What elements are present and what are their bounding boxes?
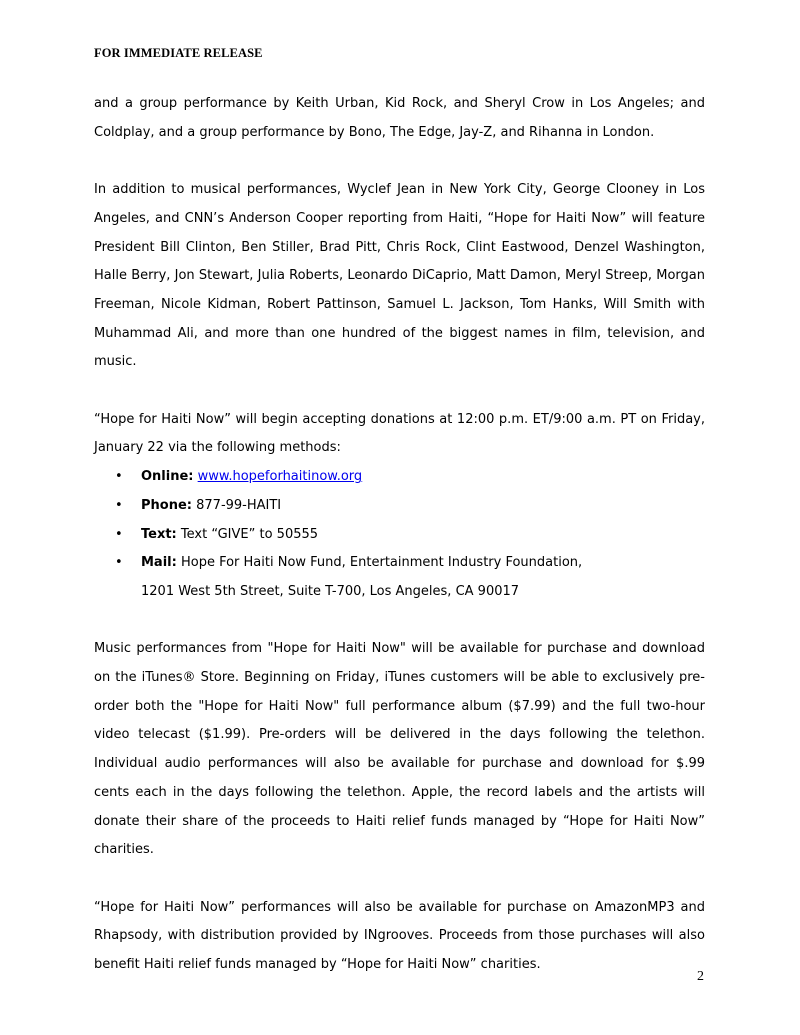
list-item-mail: [94, 549, 705, 606]
release-header: FOR IMMEDIATE RELEASE: [94, 46, 263, 60]
page-number: 2: [697, 969, 704, 984]
text-instruction: Text “GIVE” to 50555: [180, 526, 319, 542]
document-body: [94, 90, 705, 980]
paragraph-amazon-rhapsody: “Hope for Haiti Now” performances will also be available for purchase on AmazonMP3 and Rhapsody, with distribution provided by INgrooves. Proceeds from those purchases will also benefit Haiti relief funds managed by “Hope for Haiti Now” charities.: [94, 899, 705, 973]
donation-website-link[interactable]: www.hopeforhaitinow.org: [197, 469, 363, 485]
list-item-online: [94, 463, 705, 492]
bullet-icon: •: [115, 497, 123, 513]
online-label: Online:: [141, 469, 194, 485]
phone-number: 877-99-HAITI: [196, 497, 282, 513]
paragraph-spacer: [94, 147, 705, 176]
mail-address: 1201 West 5th Street, Suite T-700, Los Angeles, CA 90017: [141, 583, 520, 599]
paragraph-featured-guests: In addition to musical performances, Wyclef Jean in New York City, George Clooney in Los Angeles, and CNN’s Anderson Cooper reporting from Haiti, “Hope for Haiti Now” will feature President Bill Clinton, Ben Stiller, Brad Pitt, Chris Rock, Clint Eastwood, Denzel Washington, Halle Berry, Jon Stewart, Julia Roberts, Leonardo DiCaprio, Matt Damon, Meryl Streep, Morgan Freeman, Nicole Kidman, Robert Pattinson, Samuel L. Jackson, Tom Hanks, Will Smith with Muhammad Ali, and more than one hundred of the biggest names in film, television, and music.: [94, 182, 705, 370]
paragraph-spacer: [94, 607, 705, 636]
paragraph-spacer: [94, 377, 705, 406]
list-item-phone: [94, 492, 705, 521]
list-item-text: [94, 521, 705, 550]
bullet-icon: •: [115, 526, 123, 542]
bullet-icon: •: [115, 555, 123, 571]
text-label: Text:: [141, 526, 177, 542]
paragraph-donations-intro: “Hope for Haiti Now” will begin accepting donations at 12:00 p.m. ET/9:00 a.m. PT on Friday, January 22 via the following methods:: [94, 411, 705, 456]
paragraph-spacer: [94, 865, 705, 894]
phone-label: Phone:: [141, 497, 192, 513]
paragraph-itunes: Music performances from "Hope for Haiti Now" will be available for purchase and download on the iTunes® Store. Beginning on Friday, iTunes customers will be able to exclusively pre-order both the "Hope for Haiti Now" full performance album ($7.99) and the full two-hour video telecast ($1.99). Pre-orders will be delivered in the days following the telethon. Individual audio performances will also be available for purchase and download for $.99 cents each in the days following the telethon. Apple, the record labels and the artists will donate their share of the proceeds to Haiti relief funds managed by “Hope for Haiti Now” charities.: [94, 641, 705, 858]
donation-methods-list: [94, 463, 705, 607]
mail-recipient: Hope For Haiti Now Fund, Entertainment Industry Foundation,: [180, 555, 583, 571]
paragraph-performances: and a group performance by Keith Urban, Kid Rock, and Sheryl Crow in Los Angeles; and Coldplay, and a group performance by Bono, The Edge, Jay-Z, and Rihanna in London.: [94, 96, 705, 140]
bullet-icon: •: [115, 469, 123, 485]
mail-label: Mail:: [141, 555, 177, 571]
